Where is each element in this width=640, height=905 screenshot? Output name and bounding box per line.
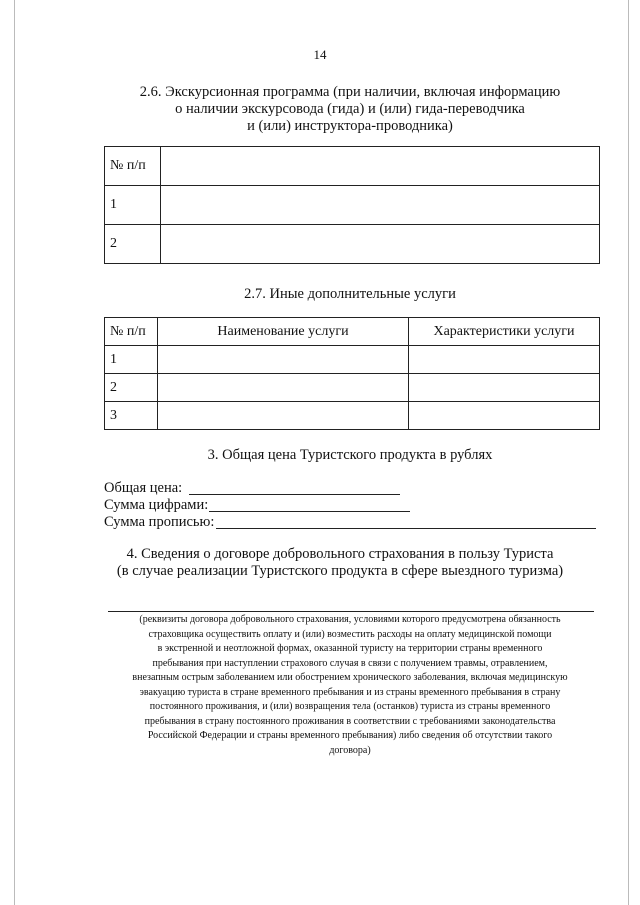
row-number-cell: 1	[105, 346, 158, 374]
table-row	[105, 402, 600, 430]
insurance-fill-line	[108, 611, 594, 612]
section-2-6-title-line: и (или) инструктора-проводника)	[247, 118, 453, 134]
amount-digits-line	[209, 511, 410, 512]
section-2-6-title	[60, 84, 640, 135]
field-label: Сумма цифрами:	[104, 497, 209, 513]
table-header-row	[105, 318, 600, 346]
page-edge-left	[14, 0, 15, 905]
section-3-title: 3. Общая цена Туристского продукта в рублях	[207, 447, 493, 463]
table-header-cell: № п/п	[105, 318, 158, 346]
field-label: Сумма прописью:	[104, 514, 215, 530]
table-cell	[158, 402, 409, 430]
table-cell	[409, 346, 600, 374]
field-label: Общая цена:	[104, 480, 183, 496]
table-cell	[161, 225, 600, 264]
note-line: (реквизиты договора добровольного страхования, условиями которого предусмотрена обязанность	[139, 614, 561, 625]
table-row	[105, 225, 600, 264]
section-4-title-line: (в случае реализации Туристского продукта в сфере выездного туризма)	[116, 563, 564, 579]
total-price-field	[104, 480, 182, 497]
section-4-title	[40, 546, 640, 580]
table-cell	[161, 147, 600, 186]
row-number-cell: 3	[105, 402, 158, 430]
note-line: пребывания при наступлении страхового случая в связи с получением травмы, отравлением,	[152, 657, 548, 669]
table-header-cell: Наименование услуги	[158, 318, 409, 346]
row-number-cell: 2	[105, 225, 161, 264]
row-number-cell: 1	[105, 186, 161, 225]
table-row	[105, 374, 600, 402]
table-row	[105, 186, 600, 225]
page-number: 14	[313, 47, 327, 62]
note-line: страховщика осуществить оплату и (или) возместить расходы на оплату медицинской помощи	[148, 628, 552, 640]
table-cell	[158, 346, 409, 374]
additional-services-table	[104, 317, 600, 430]
note-line: постоянного проживания, и (или) возвращения тела (останков) туриста из страны временного	[149, 701, 551, 712]
table-header-cell: Характеристики услуги	[409, 318, 600, 346]
section-2-7-title: 2.7. Иные дополнительные услуги	[244, 286, 456, 302]
note-line: договора)	[329, 744, 371, 756]
note-line: внезапным острым заболеванием или обострением хронического заболевания, включая медицинскую	[132, 672, 568, 683]
total-price-line	[189, 494, 400, 495]
amount-words-field	[104, 514, 214, 531]
table-cell	[161, 186, 600, 225]
note-line: в экстренной и неотложной формах, оказанной туристу на территории страны временного	[157, 643, 543, 654]
note-line: эвакуацию туриста в стране временного пребывания и из страны временного пребывания в страну	[139, 686, 561, 698]
insurance-note	[100, 613, 600, 758]
excursion-program-table	[104, 146, 600, 264]
table-header-row	[105, 147, 600, 186]
section-2-6-title-line: 2.6. Экскурсионная программа (при наличии, включая информацию	[139, 84, 561, 100]
table-header-cell: № п/п	[105, 147, 161, 186]
note-line: пребывания в страну постоянного проживания в соответствии с требованиями законодательства	[144, 715, 556, 727]
table-cell	[409, 374, 600, 402]
amount-words-line	[216, 528, 596, 529]
row-number-cell: 2	[105, 374, 158, 402]
section-2-6-title-line: о наличии экскурсовода (гида) и (или) гида-переводчика	[175, 101, 525, 117]
amount-digits-field	[104, 497, 208, 514]
table-cell	[409, 402, 600, 430]
note-line: Российской Федерации и страны временного пребывания) либо сведения об отсутствии такого	[147, 730, 553, 741]
table-cell	[158, 374, 409, 402]
table-row	[105, 346, 600, 374]
section-4-title-line: 4. Сведения о договоре добровольного страхования в пользу Туриста	[126, 546, 554, 562]
